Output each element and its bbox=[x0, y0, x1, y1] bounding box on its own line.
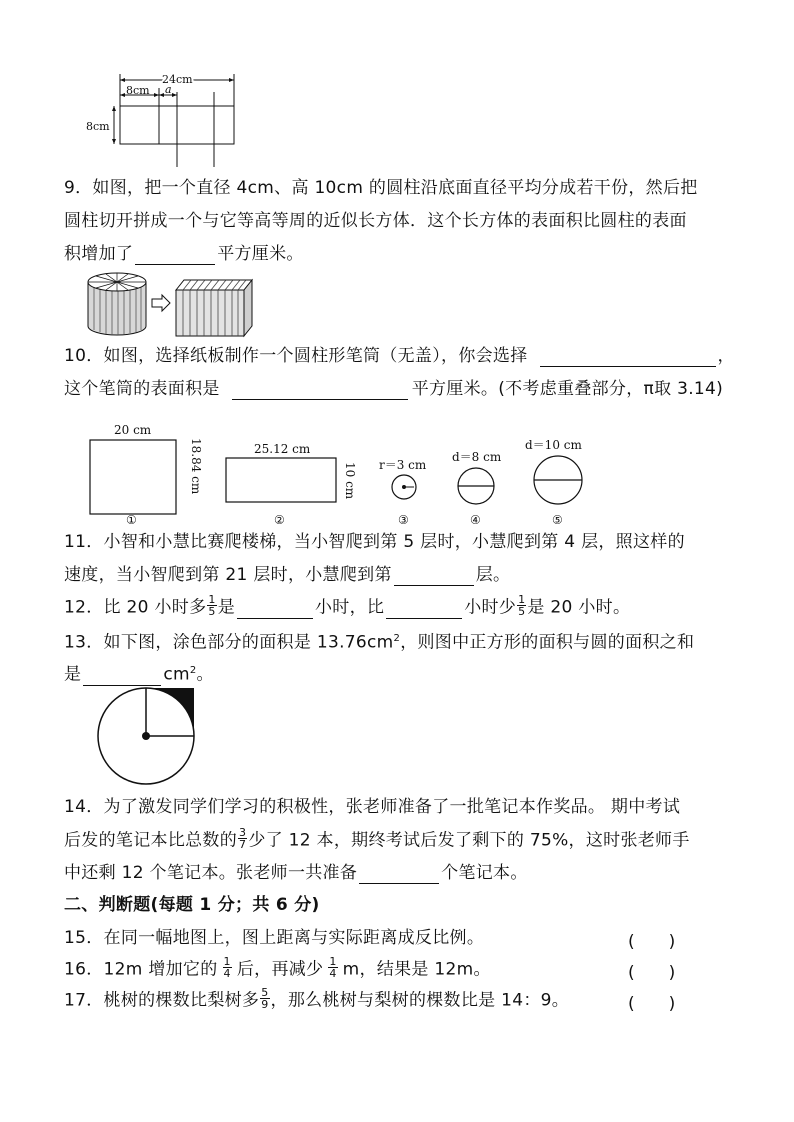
q11-line2-pre: 速度，当小智爬到第 21 层时，小慧爬到第 bbox=[64, 565, 392, 585]
q13-sup: 2 bbox=[393, 633, 401, 644]
q12-f2-num: 1 bbox=[518, 593, 526, 606]
label-a: a bbox=[165, 83, 172, 96]
label-n2: ② bbox=[274, 513, 285, 524]
rectangle-dimension-figure bbox=[84, 70, 254, 170]
label-c4: d＝8 cm bbox=[452, 450, 502, 464]
q10-line1-post: ， bbox=[717, 346, 735, 366]
q12-blank-2[interactable] bbox=[386, 600, 462, 619]
q16-f2-den: 4 bbox=[329, 967, 337, 980]
q12-f1-num: 1 bbox=[208, 593, 216, 606]
q16-f1-den: 4 bbox=[223, 967, 231, 980]
q9-answer-blank[interactable] bbox=[135, 246, 215, 265]
q9-line2: 圆柱切开拼成一个与它等高等周的近似长方体．这个长方体的表面积比圆柱的表面 bbox=[64, 211, 687, 231]
q16-f1-num: 1 bbox=[223, 955, 231, 968]
label-n5: ⑤ bbox=[552, 513, 563, 524]
q9-line3-post: 平方厘米。 bbox=[217, 244, 304, 264]
q13-line1-post: ，则图中正方形的面积与圆的面积之和 bbox=[400, 632, 695, 653]
label-s2-top: 25.12 cm bbox=[254, 442, 311, 456]
q17-p1: 17．桃树的棵数比梨树多 bbox=[64, 990, 260, 1011]
q13-sup2: 2 bbox=[189, 665, 197, 676]
q10-line1 bbox=[64, 345, 735, 367]
q14-line3-post: 个笔记本。 bbox=[441, 863, 528, 883]
label-c3: r＝3 cm bbox=[379, 458, 427, 472]
q10-line1-pre: 10．如图，选择纸板制作一个圆柱形笔筒（无盖），你会选择 bbox=[64, 346, 528, 366]
q17-line bbox=[64, 986, 570, 1012]
q14-line1: 14．为了激发同学们学习的积极性，张老师准备了一批笔记本作奖品。 期中考试 bbox=[64, 797, 681, 817]
q12-f1-den: 5 bbox=[208, 605, 216, 618]
q15-text: 15．在同一幅地图上，图上距离与实际距离成反比例。 bbox=[64, 928, 485, 948]
circle-square-figure bbox=[90, 684, 202, 788]
label-s2-side: 10 cm bbox=[343, 462, 357, 500]
q12-p1: 12．比 20 小时多 bbox=[64, 597, 207, 618]
q12-f2-den: 5 bbox=[518, 605, 526, 618]
q11-line2 bbox=[64, 564, 510, 586]
q16-p1: 16．12m 增加它的 bbox=[64, 959, 218, 980]
q14-line2 bbox=[64, 826, 690, 852]
q10-choice-blank[interactable] bbox=[540, 348, 716, 367]
label-height: 8cm bbox=[86, 120, 110, 133]
label-part: 8cm bbox=[126, 84, 150, 97]
q13-line1-pre: 13．如下图，涂色部分的面积是 13.76cm bbox=[64, 632, 394, 653]
q12-p5: 是 20 小时。 bbox=[527, 597, 631, 618]
q14-line3-pre: 中还剩 12 个笔记本。张老师一共准备 bbox=[64, 863, 358, 883]
label-s1-side: 18.84 cm bbox=[189, 438, 203, 495]
label-n1: ① bbox=[126, 513, 137, 524]
q17-fraction bbox=[260, 987, 269, 1010]
q16-fraction-2 bbox=[328, 956, 337, 979]
q9-line3 bbox=[64, 243, 304, 265]
q16-fraction-1 bbox=[223, 956, 232, 979]
label-width: 24cm bbox=[162, 73, 193, 86]
q16-answer-paren[interactable]: ( ) bbox=[628, 963, 676, 983]
q13-line2-post: 。 bbox=[196, 664, 214, 685]
q10-area-blank[interactable] bbox=[232, 381, 408, 400]
q10-line2-post: 平方厘米。(不考虑重叠部分，π取 3.14) bbox=[411, 379, 724, 399]
q12-blank-1[interactable] bbox=[237, 600, 313, 619]
q16-line bbox=[64, 955, 491, 981]
q11-answer-blank[interactable] bbox=[394, 567, 474, 586]
section2-title: 二、判断题(每题 1 分；共 6 分) bbox=[64, 895, 320, 915]
q13-line2-unit: cm bbox=[163, 664, 190, 685]
label-n3: ③ bbox=[398, 513, 409, 524]
label-c5: d＝10 cm bbox=[525, 438, 582, 452]
q16-p2: 后，再减少 bbox=[236, 959, 324, 980]
q13-line2-pre: 是 bbox=[64, 664, 82, 685]
q12-p2: 是 bbox=[217, 597, 235, 618]
q13-line2 bbox=[64, 660, 214, 686]
q16-f2-num: 1 bbox=[329, 955, 337, 968]
q12-fraction-2 bbox=[517, 594, 526, 617]
cylinder-to-cuboid-figure bbox=[84, 268, 264, 340]
q17-f-den: 9 bbox=[261, 998, 269, 1011]
q12-fraction-1 bbox=[207, 594, 216, 617]
shape-square-1 bbox=[90, 440, 176, 514]
q12-p3: 小时，比 bbox=[315, 597, 385, 618]
label-s1-top: 20 cm bbox=[114, 424, 152, 437]
q13-line1 bbox=[64, 628, 694, 654]
q12-p4: 小时少 bbox=[464, 597, 517, 618]
q14-f-den: 7 bbox=[239, 838, 247, 851]
q13-answer-blank[interactable] bbox=[83, 667, 161, 686]
q17-answer-paren[interactable]: ( ) bbox=[628, 994, 676, 1014]
q10-line2 bbox=[64, 378, 723, 400]
q14-answer-blank[interactable] bbox=[359, 865, 439, 884]
q11-line2-post: 层。 bbox=[475, 565, 511, 585]
paperboard-options-figure bbox=[84, 424, 604, 524]
q16-p3: m，结果是 12m。 bbox=[342, 959, 491, 980]
q14-f-num: 3 bbox=[239, 826, 247, 839]
q10-line2-pre: 这个笔筒的表面积是 bbox=[64, 379, 220, 399]
q14-line3 bbox=[64, 862, 528, 884]
q17-f-num: 5 bbox=[261, 986, 269, 999]
shape-rectangle-2 bbox=[226, 458, 336, 502]
q15-answer-paren[interactable]: ( ) bbox=[628, 932, 676, 952]
label-n4: ④ bbox=[470, 513, 481, 524]
q17-p2: ，那么桃树与梨树的棵数比是 14：9。 bbox=[270, 990, 570, 1011]
q9-line1: 9．如图，把一个直径 4cm、高 10cm 的圆柱沿底面直径平均分成若干份，然后把 bbox=[64, 178, 698, 198]
q14-line2-pre: 后发的笔记本比总数的 bbox=[64, 830, 237, 851]
q12-line bbox=[64, 593, 631, 619]
q14-fraction bbox=[238, 827, 247, 850]
q11-line1: 11．小智和小慧比赛爬楼梯，当小智爬到第 5 层时，小慧爬到第 4 层，照这样的 bbox=[64, 532, 685, 552]
q9-line3-pre: 积增加了 bbox=[64, 244, 134, 264]
q14-line2-post: 少了 12 本，期终考试后发了剩下的 75%，这时张老师手 bbox=[248, 830, 690, 851]
